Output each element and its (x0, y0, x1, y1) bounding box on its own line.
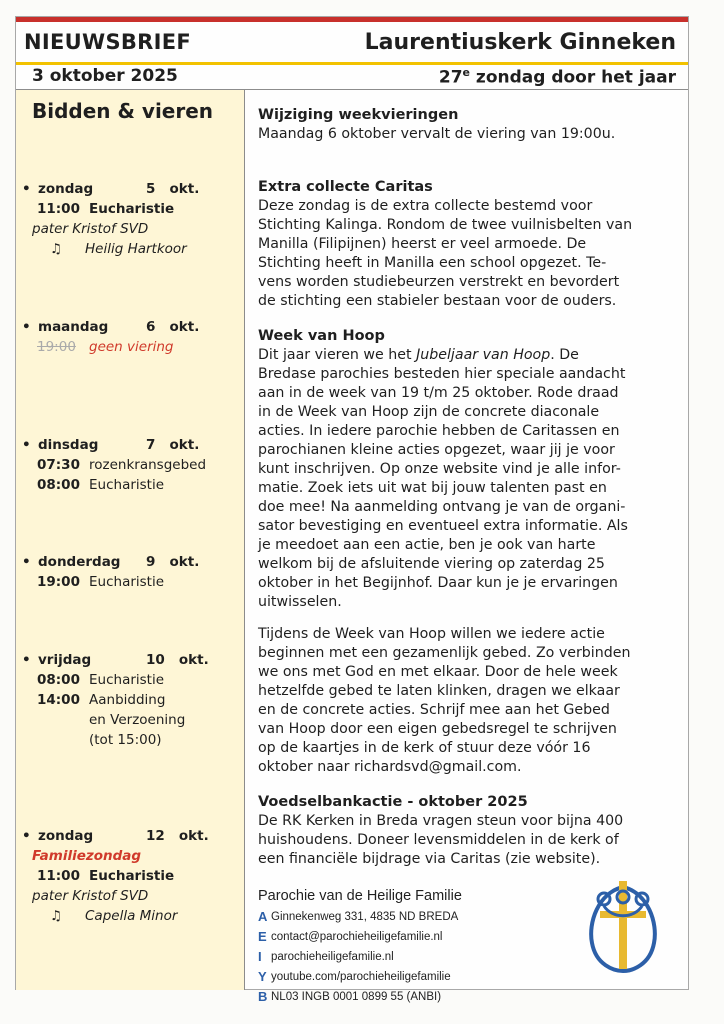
bullet-icon: • (22, 652, 31, 668)
section-week-of-hope (258, 327, 683, 612)
entry-day: donderdag (38, 554, 121, 570)
newsletter-page (15, 16, 689, 1004)
section-line: aan in de week van 19 t/m 25 oktober. Rode draad (258, 385, 619, 401)
section-line: De RK Kerken in Breda vragen steun voor bijna 400 (258, 813, 624, 829)
section-title: Voedselbankactie - oktober 2025 (258, 794, 528, 810)
section-line: en de concrete acties. Schrijf mee aan het Gebed (258, 702, 610, 718)
section-line: Bredase parochies besteden hier speciale aandacht (258, 366, 626, 382)
entry-desc: Aanbidding (89, 692, 166, 708)
entry-day-line (22, 179, 237, 199)
title-row (16, 22, 688, 62)
jubilee-year-italic: Jubeljaar van Hoop (416, 347, 551, 363)
sunday-suffix: e (462, 66, 471, 79)
entry-row (22, 690, 237, 710)
section-line: de stichting een stabieler bestaan voor de ouders. (258, 293, 617, 309)
entry-desc: rozenkransgebed (89, 457, 207, 473)
family-sunday-label: Familiezondag (32, 848, 142, 864)
bullet-icon: • (22, 828, 31, 844)
entry-day: zondag (38, 828, 94, 844)
section-line: welkom bij de afsluitende viering op zaterdag 25 (258, 556, 605, 572)
entry-row (22, 337, 237, 357)
entry-day: dinsdag (38, 437, 99, 453)
entry-day-line (22, 650, 237, 670)
entry-day: zondag (38, 181, 94, 197)
entry-desc: Eucharistie (89, 574, 165, 590)
section-line: op de kaartjes in de kerk of stuur deze vóór 16 (258, 740, 591, 756)
section-line: sator bevestiging en eventueel extra informatie. Als (258, 518, 628, 534)
schedule-entry-friday-10 (22, 650, 237, 750)
entry-desc: en Verzoening (89, 712, 186, 728)
entry-date: 10 okt. (146, 652, 209, 668)
bullet-icon: • (22, 319, 31, 335)
entry-desc: (tot 15:00) (89, 732, 162, 748)
entry-row (22, 710, 237, 730)
entry-time: 14:00 (37, 692, 80, 708)
contact-email[interactable]: E contact@parochieheiligefamilie.nl (258, 929, 443, 944)
section-line: Dit jaar vieren we het Jubeljaar van Hoop. De (258, 347, 579, 363)
contact-bank: B NL03 INGB 0001 0899 55 (ANBI) (258, 989, 442, 1004)
schedule-entry-monday-6 (22, 317, 237, 357)
section-line: Deze zondag is de extra collecte bestemd voor (258, 198, 593, 214)
section-title: Extra collecte Caritas (258, 179, 433, 195)
section-line: huishoudens. Doneer levensmiddelen in de kerk of (258, 832, 619, 848)
parish-contact-block (258, 888, 588, 1007)
entry-row (22, 866, 237, 886)
entry-day-line (22, 552, 237, 572)
entry-time: 11:00 (37, 201, 80, 217)
section-line: uitwisselen. (258, 594, 342, 610)
schedule-entry-sunday-12 (22, 826, 237, 926)
section-title: Wijziging weekvieringen (258, 107, 459, 123)
section-weekday-changes (258, 106, 683, 144)
entry-time: 07:30 (37, 457, 80, 473)
parish-name: Parochie van de Heilige Familie (258, 888, 462, 904)
music-note-icon: ♫ (50, 908, 63, 924)
contact-youtube[interactable]: Y youtube.com/parochieheiligefamilie (258, 969, 451, 984)
entry-day-line (22, 435, 237, 455)
section-line: doe mee! Na aanmelding ontvang je van de organi- (258, 499, 626, 515)
section-line: we ons met God en met elkaar. Door de hele week (258, 664, 618, 680)
liturgical-sunday (439, 66, 676, 88)
entry-day: vrijdag (38, 652, 92, 668)
music-note-icon: ♫ (50, 241, 63, 257)
schedule-title: Bidden & vieren (32, 99, 214, 123)
entry-row (22, 475, 237, 495)
section-line: je meedoet aan een actie, ben je ook van harte (258, 537, 596, 553)
section-line: oktober naar richardsvd@gmail.com. (258, 759, 522, 775)
contact-website[interactable]: I parochieheiligefamilie.nl (258, 949, 394, 964)
entry-day-line (22, 317, 237, 337)
section-food-bank (258, 793, 683, 869)
section-line: vens worden studiebeurzen verstrekt en bevordert (258, 274, 620, 290)
entry-priest: pater Kristof SVD (32, 888, 149, 904)
entry-date: 6 okt. (146, 319, 200, 335)
entry-time-cancelled: 19:00 (37, 339, 76, 355)
entry-desc: Eucharistie (89, 672, 165, 688)
entry-row (22, 572, 237, 592)
entry-date: 12 okt. (146, 828, 209, 844)
entry-row (22, 455, 237, 475)
entry-row (22, 730, 237, 750)
schedule-entry-tuesday-7 (22, 435, 237, 495)
entry-time: 11:00 (37, 868, 80, 884)
church-name: Laurentiuskerk Ginneken (364, 30, 676, 55)
section-line: kunt inschrijven. Op onze website vind je alle infor- (258, 461, 621, 477)
entry-time: 08:00 (37, 477, 80, 493)
section-line: hetzelfde gebed te laten klinken, dragen we elkaar (258, 683, 620, 699)
entry-cancelled-note: geen viering (89, 339, 174, 355)
section-line: parochianen kleine acties opgezet, waar jij je voor (258, 442, 615, 458)
bullet-icon: • (22, 437, 31, 453)
section-line: Stichting heeft in Manilla een school opgezet. Te- (258, 255, 607, 271)
schedule-entry-sunday-5 (22, 179, 237, 259)
section-line: van Hoop door een eigen gebedsregel te schrijven (258, 721, 617, 737)
entry-desc: Eucharistie (89, 201, 175, 217)
entry-date: 9 okt. (146, 554, 200, 570)
section-prayer-of-hope (258, 625, 683, 777)
entry-time: 19:00 (37, 574, 80, 590)
sunday-text: zondag door het jaar (470, 67, 676, 88)
contact-address: A Ginnekenweg 331, 4835 ND BREDA (258, 909, 459, 924)
sunday-number: 27 (438, 67, 463, 88)
section-line: matie. Zoek iets uit wat bij jouw talenten past en (258, 480, 607, 496)
section-line: in de Week van Hoop zijn de concrete diaconale (258, 404, 600, 420)
entry-choir: ♫ Heilig Hartkoor (50, 241, 187, 257)
section-line: een financiële bijdrage via Caritas (zie website). (258, 851, 601, 867)
entry-choir: ♫ Capella Minor (50, 908, 178, 924)
section-line: Stichting Kalinga. Rondom de twee vuilnisbelten van (258, 217, 633, 233)
section-line: Manilla (Filipijnen) heerst er veel armoede. De (258, 236, 587, 252)
section-line: Maandag 6 oktober vervalt de viering van 19:00u. (258, 126, 616, 142)
section-title: Week van Hoop (258, 328, 385, 344)
bullet-icon: • (22, 181, 31, 197)
section-caritas-collection (258, 178, 683, 311)
entry-date: 7 okt. (146, 437, 200, 453)
entry-desc: Eucharistie (89, 868, 175, 884)
issue-date: 3 oktober 2025 (32, 66, 178, 86)
parish-logo-icon (584, 879, 662, 975)
entry-day-line (22, 826, 237, 846)
entry-time: 08:00 (37, 672, 80, 688)
section-line: oktober in het Begijnhof. Daar kun je je ervaringen (258, 575, 618, 591)
entry-day: maandag (38, 319, 109, 335)
section-line: beginnen met een gezamenlijk gebed. Zo verbinden (258, 645, 631, 661)
schedule-column (16, 90, 245, 990)
date-row (16, 65, 688, 90)
bullet-icon: • (22, 554, 31, 570)
newsletter-title: NIEUWSBRIEF (24, 30, 192, 54)
entry-date: 5 okt. (146, 181, 200, 197)
entry-row (22, 670, 237, 690)
section-line: acties. In iedere parochie hebben de Caritassen en (258, 423, 620, 439)
schedule-entry-thursday-9 (22, 552, 237, 592)
entry-desc: Eucharistie (89, 477, 165, 493)
section-line: Tijdens de Week van Hoop willen we iedere actie (258, 626, 605, 642)
entry-priest: pater Kristof SVD (32, 221, 149, 237)
entry-row (22, 199, 237, 219)
